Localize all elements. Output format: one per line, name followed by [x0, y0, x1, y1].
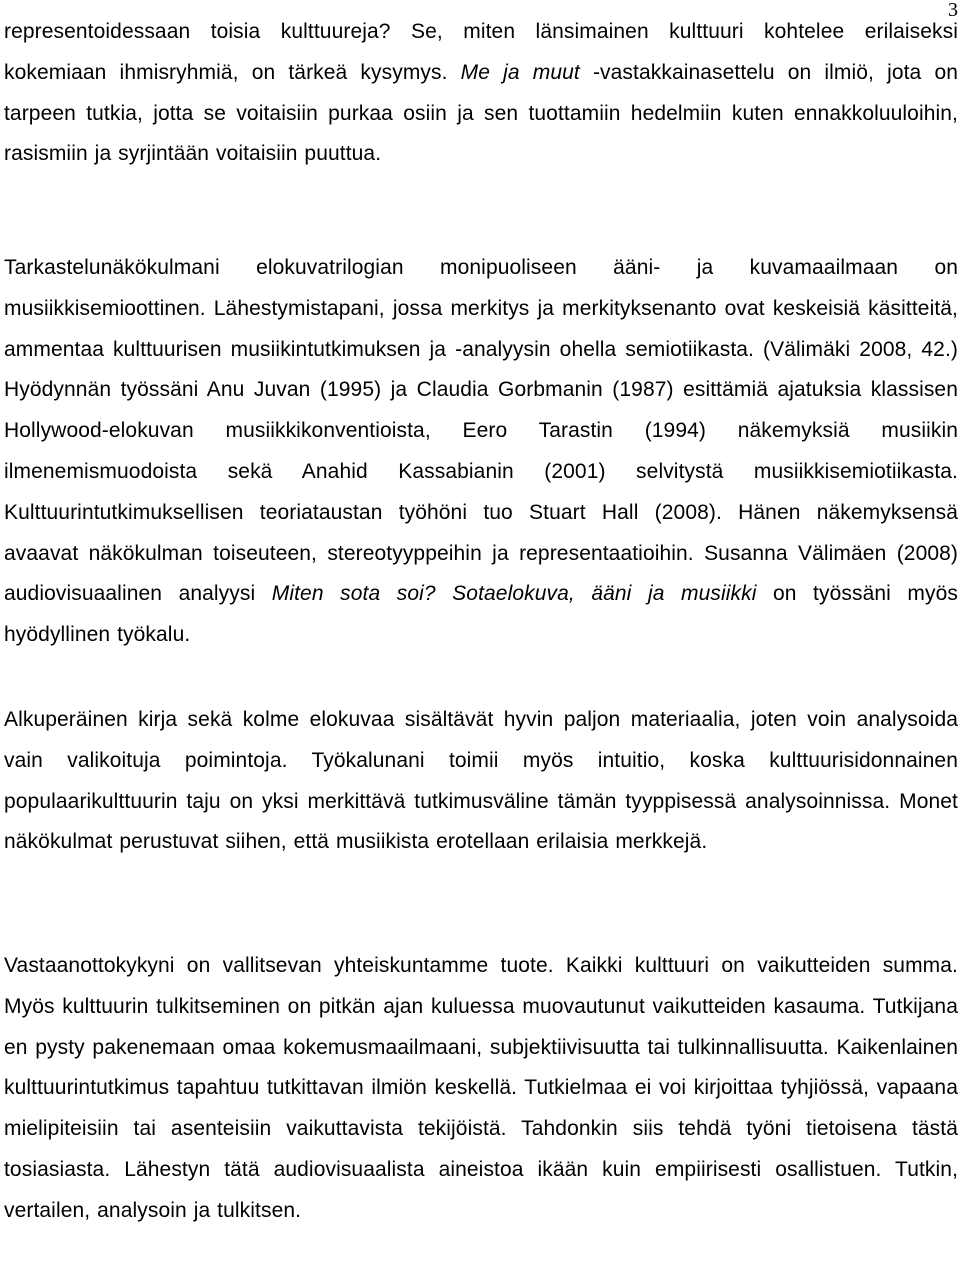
paragraph-2-italic: Miten sota soi? Sotaelokuva, ääni ja musiikki: [271, 582, 757, 606]
paragraph-2-rest: on työssäni myös hyödyllinen työkalu.: [4, 582, 958, 647]
paragraph-1-rest: -vastakkainasettelu on ilmiö, jota on tarpeen tutkia, jotta se voitaisiin purkaa osiin ja sen tuottamiin hedelmiin kuten ennakkoluuloihin, rasismiin ja syrjintään voitaisiin puuttua.: [4, 60, 958, 166]
paragraph-1: [4, 12, 958, 175]
paragraph-4: [4, 946, 958, 1232]
paragraph-3: [4, 700, 958, 863]
paragraph-3-text: Alkuperäinen kirja sekä kolme elokuvaa sisältävät hyvin paljon materiaalia, joten voin analysoida vain valikoituja poimintoja. Työkalunani toimii myös intuitio, koska kulttuurisidonnainen populaarikulttuurin taju on yksi merkittävä tutkimusväline tämän tyyppisessä analysoinnissa. Monet näkökulmat perustuvat siihen, että musiikista erotellaan erilaisia merkkejä.: [4, 708, 958, 854]
paragraph-2-text: Tarkastelunäkökulmani elokuvatrilogian monipuoliseen ääni- ja kuvamaailmaan on musiikkisemioottinen. Lähestymistapani, jossa merkitys ja merkityksenanto ovat keskeisiä käsitteitä, ammentaa kulttuurisen musiikintutkimuksen ja -analyysin ohella semiotiikasta. (Välimäki 2008, 42.) Hyödynnän työssäni Anu Juvan (1995) ja Claudia Gorbmanin (1987) esittämiä ajatuksia klassisen Hollywood-elokuvan musiikkikonventioista, Eero Tarastin (1994) näkemyksiä musiikin ilmenemismuodoista sekä Anahid Kassabianin (2001) selvitystä musiikkisemiotiikasta. Kulttuurintutkimuksellisen teoriataustan työhöni tuo Stuart Hall (2008). Hänen näkemyksensä avaavat näkökulman toiseuteen, stereotyyppeihin ja representaatioihin. Susanna Välimäen (2008) audiovisuaalinen analyysi: [4, 256, 958, 606]
page-number: 3: [948, 0, 958, 21]
paragraph-4-text: Vastaanottokykyni on vallitsevan yhteiskuntamme tuote. Kaikki kulttuuri on vaikutteiden summa. Myös kulttuurin tulkitseminen on pitkän ajan kuluessa muovautunut vaikutteiden kasauma. Tutkijana en pysty pakenemaan omaa kokemusmaailmaani, subjektiivisuutta tai tulkinnallisuutta. Kaikenlainen kulttuurintutkimus tapahtuu tutkittavan ilmiön keskellä. Tutkielmaa ei voi kirjoittaa tyhjiössä, vapaana mielipiteisiin tai asenteisiin vaikuttavista tekijöistä. Tahdonkin siis tehdä työni tietoisena tästä tosiasiasta. Lähestyn tätä audiovisuaalista aineistoa ikään kuin empiirisesti osallistuen. Tutkin, vertailen, analysoin ja tulkitsen.: [4, 954, 958, 1222]
paragraph-1-text: representoidessaan toisia kulttuureja? Se, miten länsimainen kulttuuri kohtelee erilaiseksi kokemiaan ihmisryhmiä, on tärkeä kysymys.: [4, 20, 958, 84]
paragraph-2: [4, 248, 958, 656]
paragraph-1-italic: Me ja muut: [460, 60, 580, 84]
